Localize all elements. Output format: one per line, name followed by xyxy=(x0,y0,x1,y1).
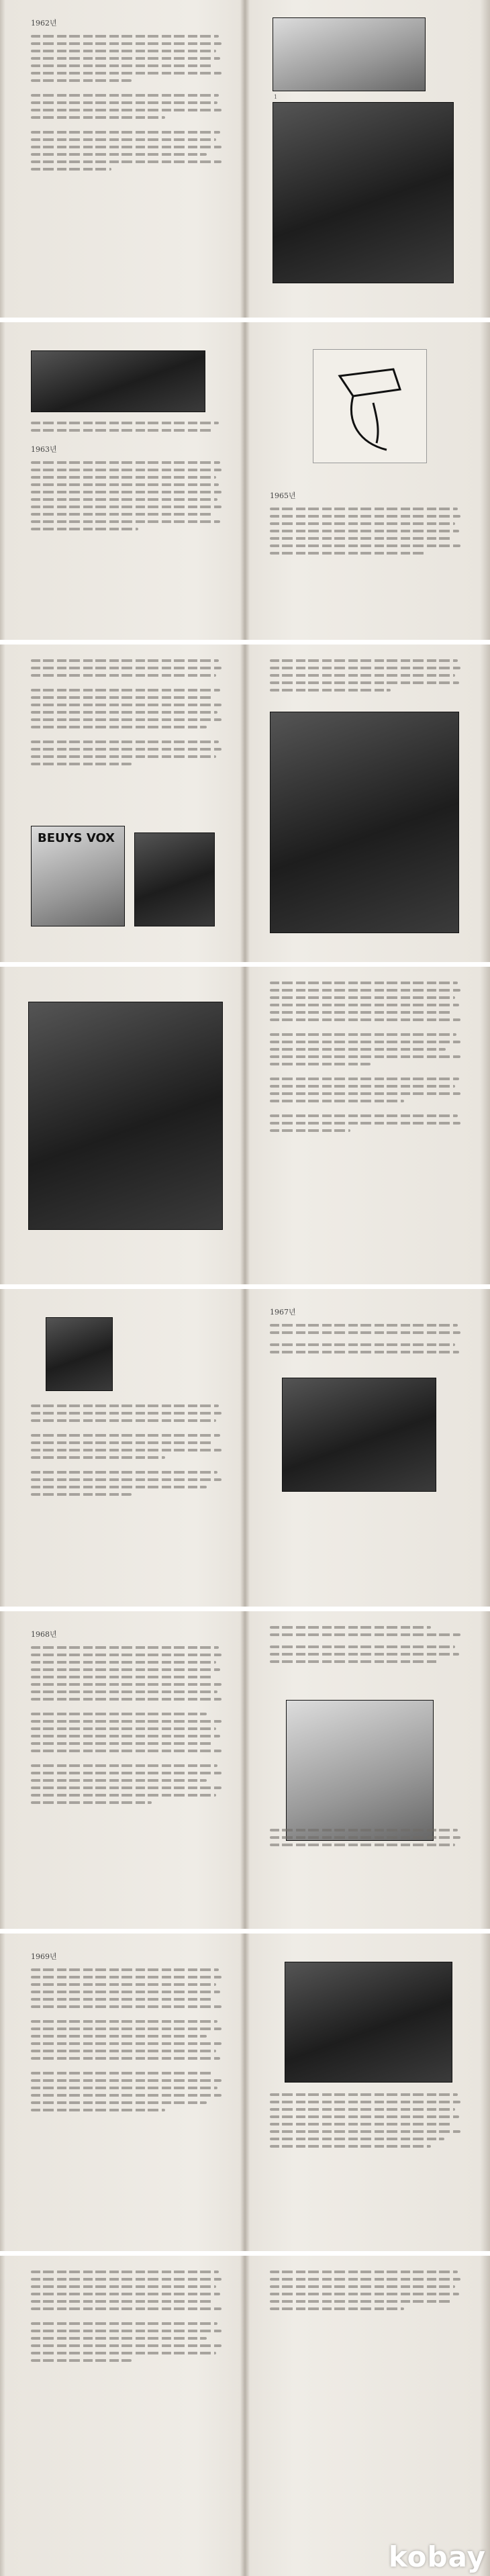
spread-6 xyxy=(0,1611,490,1929)
studio-photo xyxy=(46,1317,113,1391)
spread-3 xyxy=(0,645,490,962)
right-page xyxy=(258,659,471,948)
year-heading: 1969년 xyxy=(31,1952,57,1961)
left-page xyxy=(19,15,232,303)
left-page xyxy=(19,982,232,1270)
kobay-watermark: kobay xyxy=(388,2540,486,2573)
exhibition-photo xyxy=(134,832,215,926)
year-heading: 1967년 xyxy=(270,1308,296,1317)
sketch-photo xyxy=(273,17,426,91)
cellist-photo xyxy=(282,1378,436,1492)
spread-4 xyxy=(0,967,490,1284)
portrait-performance-photo xyxy=(28,1002,223,1230)
spread-7 xyxy=(0,1934,490,2251)
year-heading: 1968년 xyxy=(31,1630,57,1639)
left-page xyxy=(19,1948,232,2237)
right-page xyxy=(258,1948,471,2237)
spread-5 xyxy=(0,1289,490,1607)
child-portrait-photo xyxy=(273,102,454,283)
photo-number: 1 xyxy=(274,94,278,100)
spread-1 xyxy=(0,0,490,318)
spread-2 xyxy=(0,322,490,640)
right-page xyxy=(258,337,471,626)
left-page xyxy=(19,2271,232,2559)
group-photo xyxy=(31,350,205,412)
drawing-photo xyxy=(313,349,427,463)
right-page xyxy=(258,1626,471,1915)
right-page xyxy=(258,982,471,1270)
collage-photo xyxy=(286,1700,434,1841)
right-page xyxy=(258,1304,471,1592)
spread-8 xyxy=(0,2256,490,2576)
left-page xyxy=(19,1626,232,1915)
left-page xyxy=(19,337,232,626)
left-page xyxy=(19,659,232,948)
performance-photo xyxy=(270,712,459,933)
beuys-vox-photo xyxy=(31,826,125,926)
year-heading: 1965년 xyxy=(270,491,296,500)
drawing-figure-icon xyxy=(313,349,427,463)
right-page xyxy=(258,2271,471,2559)
year-heading: 1963년 xyxy=(31,445,57,454)
beuys-vox-label: BEUYS VOX xyxy=(38,831,115,845)
year-heading: 1962년 xyxy=(31,19,57,28)
outdoor-performance-photo xyxy=(285,1962,452,2083)
right-page xyxy=(258,15,471,303)
left-page xyxy=(19,1304,232,1592)
